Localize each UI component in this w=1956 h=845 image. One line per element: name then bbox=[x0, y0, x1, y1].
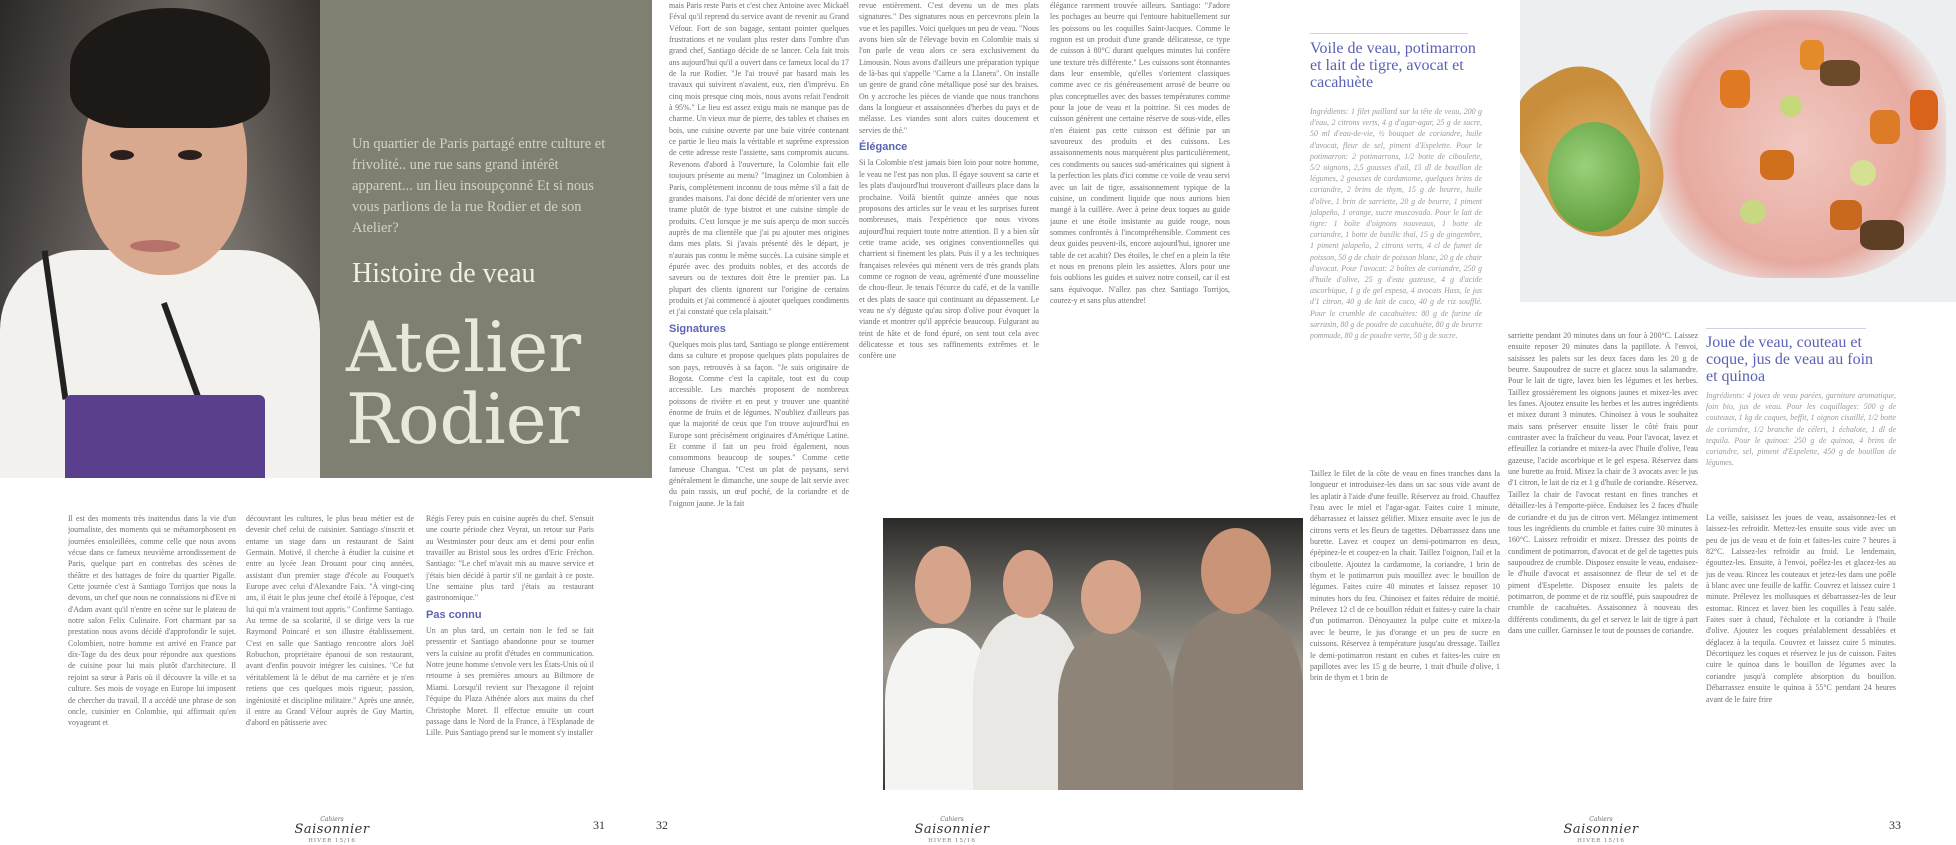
mid-col-2b-text: Si la Colombie n'est jamais bien loin pour notre homme, le veau ne l'est pas non plus. Il égaye souvent sa carte et les plats d'aujourd'hui trouveront d'ailleurs place dans la prochaine. Voilà bientôt quinze années que nous proposons des articles sur le veau et les surprises furent nombreuses, mais l'expérience que nous vivons aujourd'hui requiert toute notre attention. Il y a bien sûr cette trame acide, ses origines conventionnelles qui charrient si finement les plats. Puis il y a les techniques françaises relevées qui mènent vers de très grands plats comme ce rognon de veau, agrémenté d'une mousseline de chou-fleur. Je tenais l'écorce du café, et de la vanille et des plats de sauce qui continuant au dépassement. Le veau ne s'y déguste qu'au sirop d'olive pour évoquer la viande et montrer qu'il apprécie beaucoup. Fulgurant au teint de hâte et de fond épuré, on sent tout cela avec délicatesse et tous ses raffinements extrêmes et le confère une bbox=[859, 158, 1039, 361]
logo-sub: HIVER 15/16 bbox=[928, 838, 976, 844]
logo-pre: Cahiers bbox=[940, 816, 964, 823]
page-number-31: 31 bbox=[593, 818, 605, 832]
mid-col-1a-text: mais Paris reste Paris et c'est chez Antoine avec Mickaël Féval qu'il reprend du service avant de revenir au Grand Véfour. Fort de son bagage, sentant pointer quelques frustrations et ne voulant plus rester dans l'ombre d'un grand chef, Santiago décide de se lancer. Cela fait trois ans aujourd'hui qu'il a ouvert dans ce fameux local du 17 de la rue Rodier. "Je l'ai trouvé par hasard mais les travaux qui suivirent n'avaient, eux, rien d'imprévu. En cinq mois presque cinq mois, nous avons refait l'endroit à 95%." Le lieu est assez exigu mais ne manque pas de charme. Un vieux mur de pierre, des tables et chaises en bois, une cuisine ouverte par une baie vitrée contenant ce partie le lieu mais la véritable et suprême expression de cette adresse reste l'assiette, sans compromis aucuns. Revenons d'abord à l'ouverture, la Colombie fait elle toujours présente au menu? "Imaginez un Colombien à Paris, complètement inconnu de tous même s'il a fait de grandes maisons. J'ai donc décidé de m'orienter vers une trame plutôt de type bistrot et une cuisine simple de produits. C'est lorsque je me suis aperçu de mon succès auprès de ma clientèle que j'ai pu ajouter mes origines dans mes plats. Si j'avais présenté dès le départ, je n'aurais pas connu le même succès. La cuisine simple et épurée avec des produits nobles, et des accords de saveurs ou de textures doit être le premier pas. La plupart des clients ignorent sur l'origine de certains produits et j'ai commencé à ajouter quelques condiments et j'ai constaté que cela plaisait." bbox=[669, 1, 849, 317]
page-number-33: 33 bbox=[1889, 818, 1901, 832]
mid-col-1 bbox=[669, 0, 849, 536]
magazine-logo-middle bbox=[912, 816, 992, 845]
subheading-pas-connu: Pas connu bbox=[426, 608, 482, 621]
title-line-1: Atelier bbox=[346, 308, 582, 388]
article-title bbox=[346, 308, 582, 460]
logo-pre: Cahiers bbox=[320, 816, 344, 823]
logo-main: Saisonnier bbox=[1563, 822, 1639, 837]
logo-main: Saisonnier bbox=[294, 822, 370, 837]
recipe1-method-col-b: sarriette pendant 20 minutes dans un four à 200°C. Laissez ensuite reposer 20 minutes dans la papillote. À l'envoi, saisissez les palets sur les deux faces dans les 20 g de beurre. Saupoudrez de sucre et glacez sous la salamandre. Pour le lait de tigre, lavez bien les légumes et les herbes. Taillez grossièrement les oignons jaunes et mixez-les avec les fanes. Ajoutez ensuite les herbes et les autres ingrédients et mixez durant 3 minutes. Chinoisez à vous le souhaitez mais sans préserver ensuite lisser le côté frais pour contraster avec la fraîcheur du veau. Pour l'avocat, lavez et effeuillez la coriandre et mixez-la avec l'huile d'olive, l'eau gazeuse, l'acide ascorbique et le gel espesa. Réservez dans une burette au froid. Mixez la chair de 3 avocats avec le jus d'1 citron, le lait de riz et 1 g d'huile de coriandre. Réservez. Taillez la chair de l'avocat restant en fines tranches et détaillez-les à l'emporte-pièce. Enduisez les 2 faces d'huile de coriandre et du jus de citron vert. Mélangez intimement tous les ingrédients du crumble et faites cuire 30 minutes à 160°C. Laissez refroidir et mixez. Dressez des points de condiment de potimarron, d'avocat et de gel de tagettes puis saupoudrez de crumble. Disposez ensuite le veau, enduisez-le d'huile d'avocat et assaisonnez de fleur de sel et de piment d'Espelette. Disposez ensuite les palets de potimarron, de pomme et de riz soufflé, puis saupoudrez de crumble de cacahuètes. Assaisonnez à nouveau des différents condiments, du gel et servez le lait de tigre à part dans une cuiller. Garnissez le tout de pousses de coriandre. bbox=[1508, 331, 1698, 635]
logo-sub: HIVER 15/16 bbox=[1577, 838, 1625, 844]
left-col-3 bbox=[426, 513, 594, 796]
kitchen-team-photo bbox=[883, 518, 1303, 790]
recipe1-ingredients: Ingrédients: 1 filet paillard sur la tête de veau, 200 g d'eau, 2 citrons verts, 4 g d'agar-agar, 25 g de sucre, 50 ml d'eau-de-vie, ½ bouquet de coriandre, huile d'avocat, fleur de sel, piment d'Espelette. Pour le potimarron: 2 potimarrons, 1/2 botte de ciboulette, 5/2 oignons, 2,5 gousses d'ail, 15 dl de bouillon de légumes, 2 gousses de cardamome, quelques brins de coriandre, 2 brins de thym, 15 g de beurre, huile d'olive, 1 brin de sarriette, 20 g de beurre, 1 piment jalapeño, 1 orange, sucre muscovado. Pour le lait de tigre: 1 boîte d'oignons nouveaux, 1 botte de coriandre, 1 botte de basilic thaï, 15 g de gingembre, 1 piment jalapeño, 2 citrons verts, 4 cl de fumet de poisson, 50 g de chair de poisson blanc, 20 g de chair d'avocat. Pour l'avocat: 2 boîtes de coriandre, 250 g d'huile d'olive, 25 g d'eau gazeuse, 4 g d'acide ascorbique, 1 g de gel espesa, 4 avocats Hass, le jus d'1 citron, 40 g de lait de coco, 40 g de riz soufflé. Pour le crumble de cacahuètes: 80 g de farine de sarrasin, 80 g de poudre de cacahuète, 80 g de beurre pommade, 80 g de poudre verte, 50 g de sucre. bbox=[1310, 107, 1482, 341]
recipe1-method-col-a: Taillez le filet de la côte de veau en fines tranches dans la longueur et introduisez-les dans un sac sous vide avant de les aplatir à l'aide d'une feuille. Réservez au froid. Chauffez l'eau avec le miel et l'agar-agar. Faites cuire 1 minute, débarrassez et laissez gélifier. Mixez ensuite avec le jus de citrons verts et les fleurs de tagettes. Débarrassez dans une burette. Lavez et coupez un demi-potimarron en deux, épépinez-le et coupez-en la chair. Taillez l'oignon, l'ail et la ciboulette. Ajoutez la cardamome, la coriandre, 1 brin de thym et le potimarron puis mouillez avec le bouillon de légumes. Faites cuire 40 minutes et laissez reposer 10 minutes hors du feu. Chinoisez et faites réduire de moitié. Prélevez 12 cl de ce bouillon réduit et faites-y cuire la chair d'un potimarron. Dénoyautez la pulpe cuite et mixez-la avec le beurre, le jus d'orange et un peu de sucre en cuissons. Réservez à température jusqu'au dressage. Taillez le demi-potimarron restant en cubes et faites-les cuire en papillotes avec les 15 g de beurre, 1 trait d'huile d'olive, 1 brin de thym et 1 brin de bbox=[1310, 469, 1500, 683]
recipe2-method-col: La veille, saisissez les joues de veau, assaisonnez-les et laissez-les refroidir. Mettez-les ensuite sous vide avec un peu de jus de veau et de foin et faites-les cuire 7 heures à 82°C. Laissez-les refroidir au froid. Le lendemain, égouttez-les. Ensuite, à l'envoi, poêlez-les et glacez-les au jus de veau. Rincez les couteaux et jetez-les dans une poêle à blanc avec une feuille de kaffir. Couvrez et laissez cuire 1 minute. Prélevez les mollusques et débarrassez-les de leur estomac. Rincez et lavez bien les coquilles à l'eau salée. Faites suer à chaud, l'échalote et la coriandre à l'huile d'olive. Ajoutez les coques préalablement dessablées et déglacez à la tequila. Couvrez et laissez cuire 5 minutes. Décortiquez les coques et réservez le jus de cuisson. Faites cuire le quinoa dans le bouillon de légumes avec la coriandre jusqu'à complète absorption du bouillon. Débarrassez ensuite le quinoa à 55°C pendant 24 heures avant de le faire frire bbox=[1706, 513, 1896, 704]
magazine-logo-left bbox=[292, 816, 372, 845]
logo-main: Saisonnier bbox=[914, 822, 990, 837]
subheading-signatures: Signatures bbox=[669, 322, 726, 335]
logo-pre: Cahiers bbox=[1589, 816, 1613, 823]
left-col-1: Il est des moments très inattendus dans la vie d'un journaliste, des moments qui se métamorphosent en journées ensoleillées, comme celle que nous avons vécue dans ce fameux neuvième arrondissement de Paris, quelque part en contrebas des scènes de théâtre et des battages de foire du quartier Pigalle. Cette journée c'est à Santiago Torrijos que nous la devons, un chef que nous ne connaissions ni d'Eve ni d'Adam avant qu'il n'entre en scène sur le plateau de notre salon Felix Culinaire. Fort charmant par sa prestation nous avons décidé d'approfondir le sujet. Colombien, notre homme est arrivé en France par dix-Tage du des deux pour répondre aux questions de cuisine pour lui mais plutôt d'architecture. Il rejoint sa sœur à Paris où il découvre la ville et sa culture. Ses mois de voyage en Europe lui imposent de chercher du travail. Il a accédé une phrase de son oncle, cuisinier en Colombie, qui affirmait qu'en voyageant et bbox=[68, 514, 236, 728]
recipe2-rule bbox=[1706, 328, 1866, 329]
logo-sub: HIVER 15/16 bbox=[308, 838, 356, 844]
chef-portrait-photo bbox=[0, 0, 320, 478]
subheading-elegance: Élégance bbox=[859, 141, 908, 154]
dish-photo bbox=[1520, 0, 1956, 302]
left-col-3b-text: Un an plus tard, un certain non le fed se fait pressentir et Santiago abandonne pour se tourner vers la cuisine au profit d'études en communication. Notre jeune homme s'envole vers les États-Unis où il retourne à ses premières amours au Biltmore de Miami. Lorsqu'il revient sur l'hexagone il rejoint l'équipe du Plaza Athénée alors aux mains du chef Christophe Moret. Il effectue ensuite un court passage dans le Nord de la France, à l'Esplanade de Lille. Puis Santiago prend sur le moment s'y installer bbox=[426, 626, 594, 738]
page-number-32: 32 bbox=[656, 818, 668, 832]
mid-col-1b-text: Quelques mois plus tard, Santiago se plonge entièrement dans sa culture et propose quelques plats populaires de son pays, retrouvés à sa façon. "Je suis originaire de Bogota. Comme c'est la capitale, tout est du coup accessible. Les marchés proposent de nombreux poissons de rivière et en peut y trouver une quantité énorme de fruits et de légumes. N'oubliez d'ailleurs pas que la majorité de ceux que l'on trouve aujourd'hui en Europe sont précisément originaires d'Amérique Latine. Et comme il fait un peu froid également, nous consommons beaucoup de soupes." Comme cette fameuse Changua. "C'est un plat de paysans, servi généralement le dimanche, une soupe de lait servie avec du pain rassis, un œuf poché, de la coriandre et de l'oignon jaune. Je la fait bbox=[669, 339, 849, 508]
magazine-logo-right bbox=[1561, 816, 1641, 845]
recipe2-title: Joue de veau, couteau et coque, jus de veau au foin et quinoa bbox=[1706, 334, 1874, 385]
intro-text: Un quartier de Paris partagé entre culture et frivolité.. une rue sans grand intérêt apparent... un lieu insoupçonné Et si nous vous parlions de la rue Rodier et de son Atelier? bbox=[352, 136, 606, 236]
mid-col-2 bbox=[859, 0, 1039, 470]
mid-col-3: élégance rarement trouvée ailleurs. Santiago: "J'adore les pochages au beurre qui l'entoure habituellement sur les poissons ou les coquilles Saint-Jacques. Comme le rognon est un produit d'une grande délicatesse, ce type de cuisson à 80°C durant quelques minutes lui confère une texture très différente." Les cuissons sont étonnantes dans leur ensemble, qu'elles s'orientent classiques comme avec ce ris généreusement arrosé de beurre ou plus conceptuelles avec des basses températures comme pour la joue de veau et la poitrine. Si ces modes de cuisson génèrent une certaine réserve de sous-vide, elles n'en étaient pas cette cuisson est définie par un savoureux des produits et des cuissons. Les assaisonnements nous marquèrent plus particulièrement, ces condiments ou sauces sud-américaines qui signent à la perfection les plats d'ici comme ce voile de veau servi avec un lait de tigre, assaisonnement typique de la cuisine, un condiment liquide que nous aurions bien mangé à la cuillère. Avec à peine deux toques au guide jaune et une étoile insistante au guide rouge, nous sommes confrontés à l'incompréhensible. Comment ces deux guides peuvent-ils, encore aujourd'hui, ignorer une table de cet acabit? Des étoiles, le chef en a plein la tête et nous en prenons plein les assiettes. Alors pour une fois oublions les guides et suivez notre conseil, car il est sans équivoque. N'allez pas chez Santiago Torrijos, courez-y et sans plus attendre! bbox=[1050, 1, 1230, 305]
mid-col-1-cont bbox=[675, 545, 847, 793]
recipe2-ingredients: Ingrédients: 4 joues de veau parées, garniture aromatique, foin bio, jus de veau. Pour les coquillages: 500 g de couteaux, 1 kg de coques, beffit, 1 oignon cisaillé, 1/2 botte de coriandre, 1/2 branche de céleri, 1 échalote, 1 dl de tequila. Pour le quinoa: 250 g de quinoa, 4 brins de coriandre, sel, piment d'Espelette, 450 g de bouillon de légumes. bbox=[1706, 391, 1896, 468]
recipe1-rule bbox=[1310, 33, 1468, 34]
left-col-3a-text: Régis Ferey puis en cuisine auprès du chef. S'ensuit une courte période chez Veyrat, un retour sur Paris au Westminster pour deux ans et demi pour enfin travailler au Bristol sous les ordres d'Eric Fréchon. Santiago: "Le chef m'avait mis au mauve service et j'étais bien décidé à partir s'il ne gardait à ce poste. Une semaine plus tard j'étais au restaurant gastronomique." bbox=[426, 514, 594, 603]
title-line-2: Rodier bbox=[346, 380, 580, 460]
recipe1-title: Voile de veau, potimarron et lait de tigre, avocat et cacahuète bbox=[1310, 40, 1476, 91]
article-kicker: Histoire de veau bbox=[352, 258, 536, 289]
left-col-2: découvrant les cultures, le plus beau métier est de devenir chef celui de cuisinier. Santiago s'inscrit et entame un stage dans un restaurant de Saint Germain. Motivé, il cherche à étudier la cuisine et entre au lycée Jean Drouant pour cinq années, assistant d'un premier stage d'école au Fouquet's Europe avec celui d'Alexandre Faix. "À vingt-cinq ans, il était le plus jeune chef étoilé à l'époque, c'est lui qui m'a vraiment tout appris." Confirme Santiago. Au terme de sa scolarité, il se dirige vers la rue Raymond Poincaré et son illustre établissement. C'est en salle que Santiago rencontre alors Joël Robuchon, propriétaire épanoui de son restaurant, avant d'enfin pouvoir intégrer les cuisines. "Ce fut véritablement là le début de ma carrière et je n'en retiens que ces quelques mois rigueur, passion, ingéniosité et discipline militaire." Après une année, il entre au Grand Véfour auprès de Guy Martin, d'abord en pâtisserie avec bbox=[246, 514, 414, 728]
mid-col-2a-text: revue entièrement. C'est devenu un de mes plats signatures." Des signatures nous en percevrons plein la vue et les papilles. Voici quelques un peu de veau. "Nous avons bien sûr de l'élevage bovin en Colombie mais si l'on parle de veau alors ce sera exclusivement du Limousin. Nous avons d'ailleurs une préparation typique de là-bas qui s'appelle "Carne a la Llanera". On installe un genre de grand cône métallique posé sur des braises. On y accroche les pièces de viande que nous tranchons dans la longueur et assaisonnées d'herbes du pays et de mélasse. Les viandes sont alors cuites doucement et servies de thé." bbox=[859, 1, 1039, 135]
